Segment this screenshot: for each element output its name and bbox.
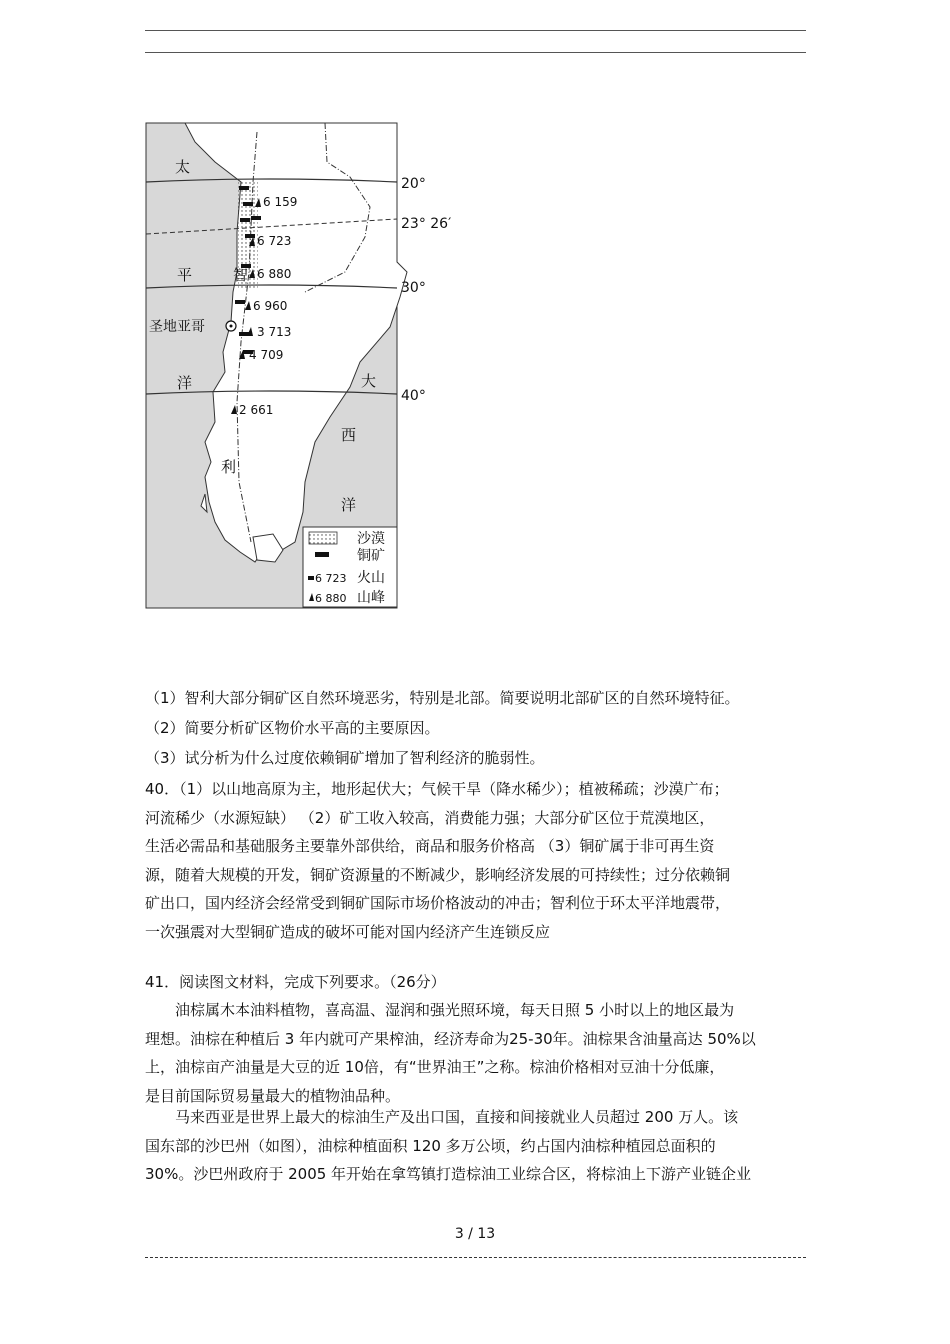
ocean-label-yang2: 洋 xyxy=(341,496,357,514)
peak-label: 3 713 xyxy=(257,325,292,339)
lat-30: 30° xyxy=(401,280,426,296)
paragraph-line: 30%。沙巴州政府于 2005 年开始在拿笃镇打造棕油工业综合区，将棕油上下游产业链企业 xyxy=(145,1165,752,1183)
answer-line: 矿出口，国内经济会经常受到铜矿国际市场价格波动的冲击；智利位于环太平洋地震带， xyxy=(145,894,731,912)
answer-line: 源，随着大规模的开发，铜矿资源量的不断减少，影响经济发展的可持续性；过分依赖铜 xyxy=(145,865,731,884)
legend-value: 6 880 xyxy=(315,592,347,605)
question-41-title: 41．阅读图文材料，完成下列要求。（26分） xyxy=(145,973,446,991)
peak-label: 4 709 xyxy=(249,348,284,362)
lat-20: 20° xyxy=(401,176,426,192)
peak-label: 6 159 xyxy=(263,195,298,209)
peak-label: 2 661 xyxy=(239,403,274,417)
page-number: 3 / 13 xyxy=(454,1226,496,1242)
answer-line: 河流稀少（水源短缺） （2）矿工收入较高，消费能力强；大部分矿区位于荒漠地区， xyxy=(145,808,715,827)
peak-label: 6 723 xyxy=(257,234,292,248)
chile-map xyxy=(145,122,465,612)
question-1: （1）智利大部分铜矿区自然环境恶劣，特别是北部。简要说明北部矿区的自然环境特征。 xyxy=(145,689,740,707)
legend-label: 沙漠 xyxy=(357,531,385,547)
legend-label: 山峰 xyxy=(357,590,385,606)
answer-40 xyxy=(145,775,810,946)
country-label-li: 利 xyxy=(221,458,237,476)
ocean-label-yang: 洋 xyxy=(177,374,193,392)
peak-label: 6 960 xyxy=(253,299,288,313)
answer-line: 生活必需品和基础服务主要靠外部供给，商品和服务价格高 （3）铜矿属于非可再生资 xyxy=(145,837,715,855)
ocean-label-ping: 平 xyxy=(177,266,193,284)
paragraph-line: 马来西亚是世界上最大的棕油生产及出口国，直接和间接就业人员超过 200 万人。该 xyxy=(175,1108,739,1126)
legend-value: 6 723 xyxy=(315,572,347,585)
header-rule-bottom xyxy=(145,52,806,53)
paragraph-line: 国东部的沙巴州（如图），油棕种植面积 120 多万公顷，约占国内油棕种植园总面积的 xyxy=(145,1136,716,1155)
ocean-label-da: 大 xyxy=(361,372,377,390)
answer-line: 40．（1）以山地高原为主，地形起伏大；气候干旱（降水稀少）；植被稀疏；沙漠广布； xyxy=(145,780,729,798)
paragraph-line: 理想。油棕在种植后 3 年内就可产果榨油，经济寿命为25-30年。油棕果含油量高达 50%以 xyxy=(145,1029,756,1048)
ocean-label-tai: 太 xyxy=(175,158,191,176)
ocean-label-xi: 西 xyxy=(341,426,357,444)
paragraph-line: 是目前国际贸易量最大的植物油品种。 xyxy=(145,1086,401,1105)
q41-paragraph-2 xyxy=(145,1103,810,1189)
q41-paragraph-1 xyxy=(145,996,810,1110)
question-2: （2）简要分析矿区物价水平高的主要原因。 xyxy=(145,719,440,737)
header-rule-top xyxy=(145,30,806,31)
city-label: 圣地亚哥 xyxy=(149,319,205,335)
legend-label: 铜矿 xyxy=(357,548,385,564)
country-label-zhi: 智 xyxy=(233,266,249,284)
lat-40: 40° xyxy=(401,388,426,404)
question-3: （3）试分析为什么过度依赖铜矿增加了智利经济的脆弱性。 xyxy=(145,749,545,767)
copper-bar-icon xyxy=(315,552,329,557)
map-legend xyxy=(303,527,397,607)
footer-dashed-rule xyxy=(145,1257,806,1258)
peak-label: 6 880 xyxy=(257,267,292,281)
paragraph-line: 上，油棕亩产油量是大豆的近 10倍，有“世界油王”之称。棕油价格相对豆油十分低廉， xyxy=(145,1058,725,1076)
paragraph-line: 油棕属木本油料植物，喜高温、湿润和强光照环境，每天日照 5 小时以上的地区最为 xyxy=(175,1001,735,1019)
volcano-icon xyxy=(308,576,314,580)
desert-swatch xyxy=(309,532,337,544)
legend-label: 火山 xyxy=(357,570,385,586)
answer-line: 一次强震对大型铜矿造成的破坏可能对国内经济产生连锁反应 xyxy=(145,922,551,941)
lat-23: 23° 26′ xyxy=(401,216,452,232)
